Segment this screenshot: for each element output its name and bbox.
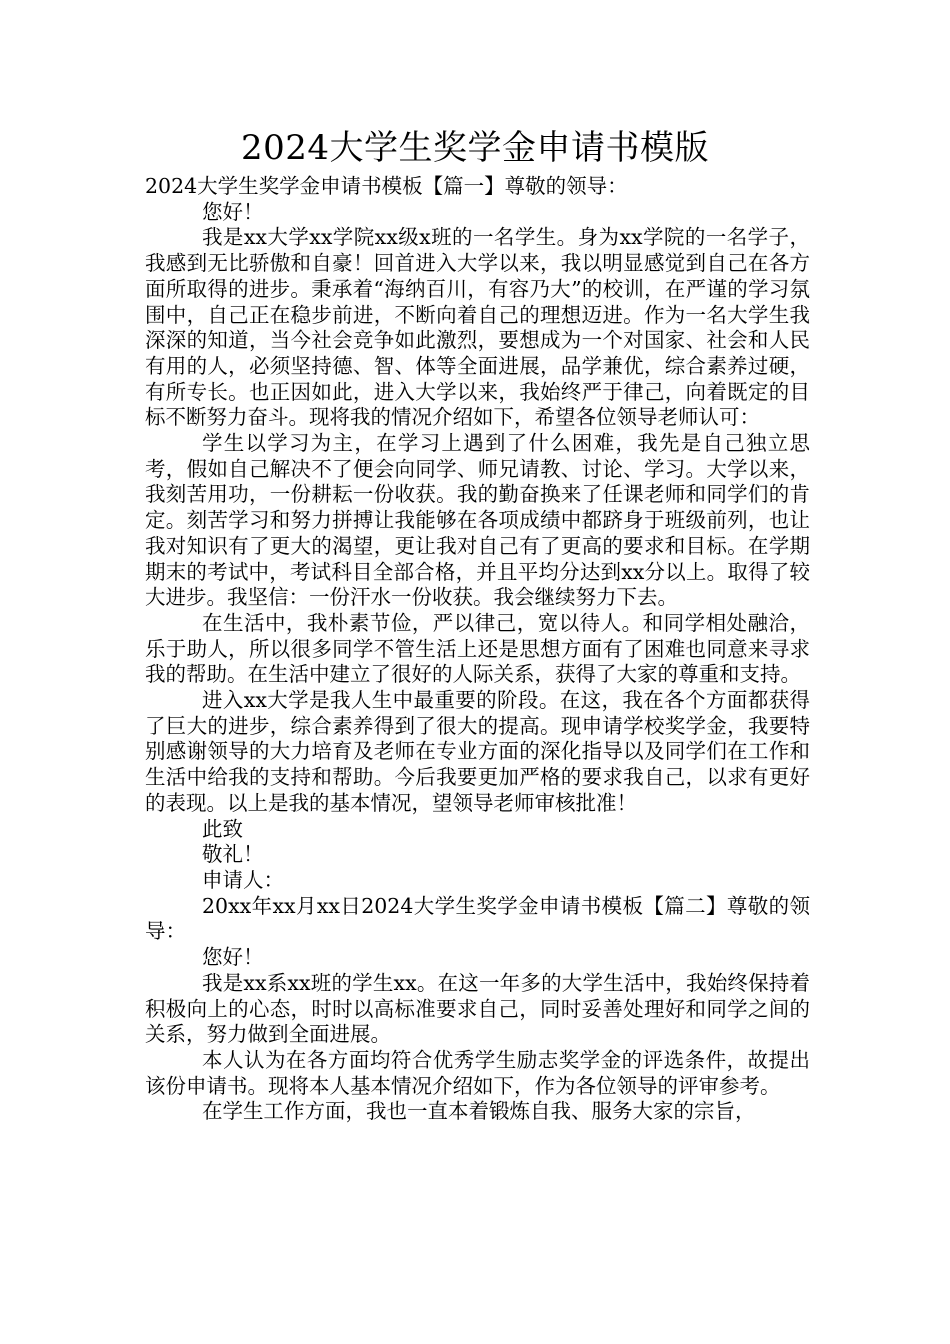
paragraph-study: 学生以学习为主，在学习上遇到了什么困难，我先是自己独立思考，假如自己解决不了便会向同学、师兄请教、讨论、学习。大学以来，我刻苦用功，一份耕耘一份收获。我的勤奋换来了任课老师和同学们的肯定。刻苦学习和努力拼搏让我能够在各项成绩中都跻身于班级前列，也让我对知识有了更大的渴望，更让我对自己有了更高的要求和目标。在学期期末的考试中，考试科目全部合格，并且平均分达到xx分以上。取得了较大进步。我坚信：一份汗水一份收获。我会继续努力下去。 <box>145 431 810 610</box>
paragraph-conclusion: 进入xx大学是我人生中最重要的阶段。在这，我在各个方面都获得了巨大的进步，综合素养得到了很大的提高。现申请学校奖学金，我要特别感谢领导的大力培育及老师在专业方面的深化指导以及同学们在工作和生活中给我的支持和帮助。今后我要更加严格的要求我自己，以求有更好的表现。以上是我的基本情况，望领导老师审核批准！ <box>145 688 810 815</box>
paragraph-closing-jingli: 敬礼！ <box>202 842 264 867</box>
paragraph-date-heading-part-two: 20xx年xx月xx日2024大学生奖学金申请书模板【篇二】尊敬的领导： <box>145 893 810 944</box>
paragraph-greeting: 您好！ <box>202 199 264 224</box>
paragraph-life: 在生活中，我朴素节俭，严以律己，宽以待人。和同学相处融洽，乐于助人，所以很多同学不管生活上还是思想方面有了困难也同意来寻求我的帮助。在生活中建立了很好的人际关系，获得了大家的尊重和支持。 <box>145 610 810 687</box>
document-title: 2024大学生奖学金申请书模版 <box>240 128 710 168</box>
paragraph-greeting-two: 您好！ <box>202 945 264 970</box>
paragraph-introduction: 我是xx大学xx学院xx级x班的一名学生。身为xx学院的一名学子，我感到无比骄傲和自豪！回首进入大学以来，我以明显感觉到自己在各方面所取得的进步。秉承着“海纳百川，有容乃大”的校训，在严谨的学习氛围中，自己正在稳步前进，不断向着自己的理想迈进。作为一名大学生我深深的知道，当今社会竞争如此激烈，要想成为一个对国家、社会和人民有用的人，必须坚持德、智、体等全面进展，品学兼优，综合素养过硬，有所专长。也正因如此，进入大学以来，我始终严于律己，向着既定的目标不断努力奋斗。现将我的情况介绍如下，希望各位领导老师认可： <box>145 225 810 430</box>
paragraph-self-intro-two: 我是xx系xx班的学生xx。在这一年多的大学生活中，我始终保持着积极向上的心态，时时以高标准要求自己，同时妥善处理好和同学之间的关系，努力做到全面进展。 <box>145 970 810 1047</box>
paragraph-student-work: 在学生工作方面，我也一直本着锻炼自我、服务大家的宗旨， <box>202 1099 756 1124</box>
document-body <box>145 174 810 1125</box>
paragraph-applicant: 申请人： <box>202 867 284 892</box>
paragraph-eligibility: 本人认为在各方面均符合优秀学生励志奖学金的评选条件，故提出该份申请书。现将本人基本情况介绍如下，作为各位领导的评审参考。 <box>145 1047 810 1098</box>
paragraph-heading-part-one: 2024大学生奖学金申请书模板【篇一】尊敬的领导： <box>145 174 628 198</box>
paragraph-closing-cizhi: 此致 <box>202 816 243 841</box>
